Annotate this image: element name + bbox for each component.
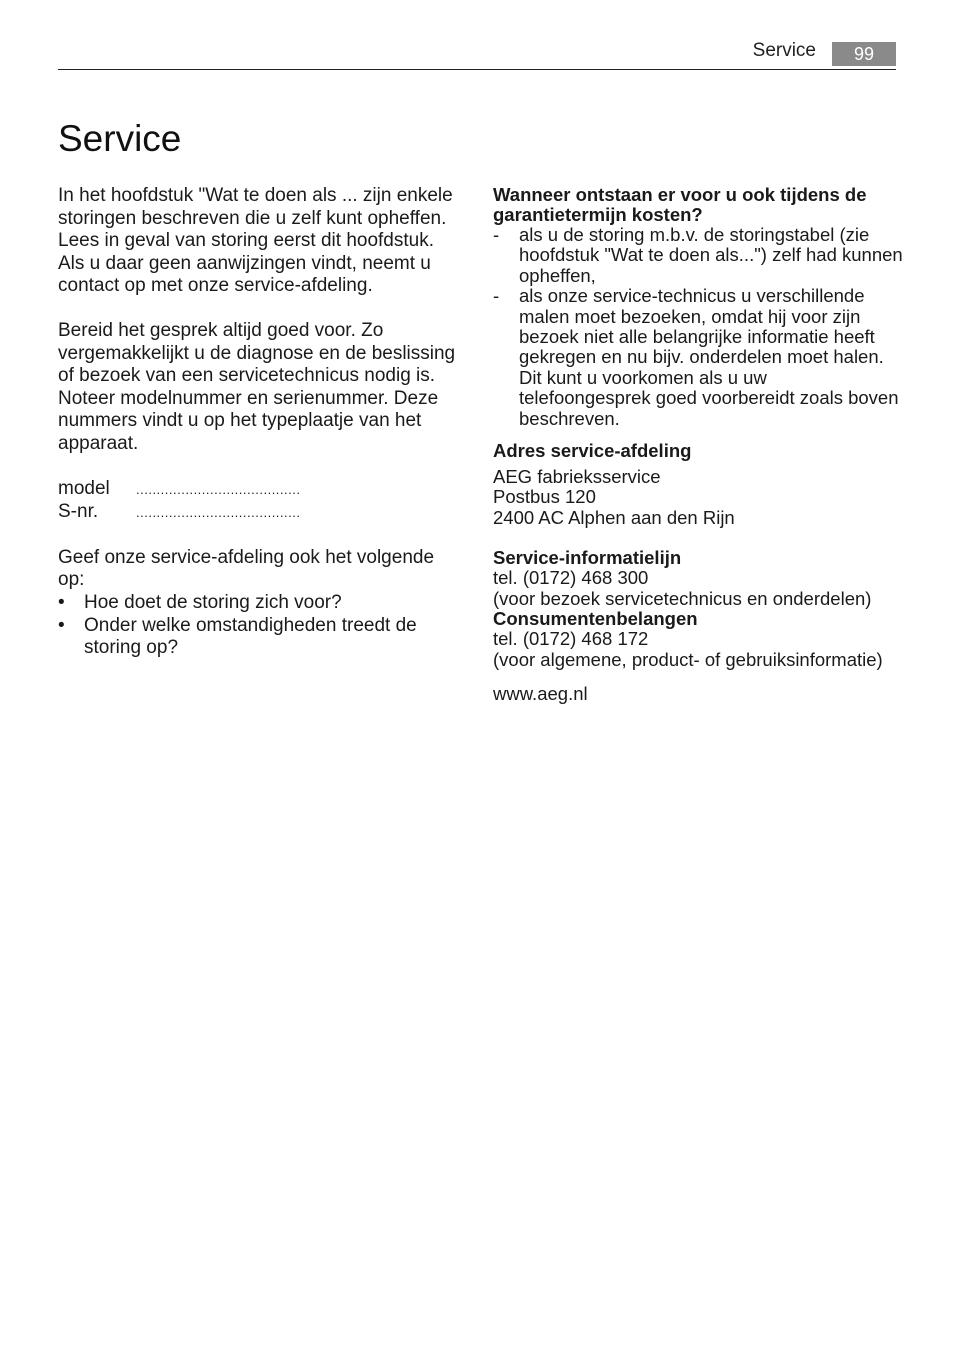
- model-label: model: [58, 477, 110, 499]
- costs-heading: Wanneer ontstaan er voor u ook tijdens de garantietermijn kosten?: [493, 184, 867, 225]
- serial-label: S-nr.: [58, 501, 99, 523]
- model-field: [58, 478, 458, 502]
- prepare-paragraph: Bereid het gesprek altijd goed voor. Zo vergemakkelijkt u de diagnose en de beslissing of bezoek van een servicetechnicus nodig is.: [58, 319, 456, 387]
- intro-paragraph: In het hoofdstuk "Wat te doen als ... zijn enkele storingen beschreven die u zelf kunt opheffen. Lees in geval van storing eerst dit hoofdstuk. Als u daar geen aanwijzingen vindt, neemt u contact op met onze service-afdeling.: [58, 185, 453, 297]
- serial-field: [58, 501, 458, 525]
- address-line: Postbus 120: [493, 486, 596, 508]
- right-column: [493, 185, 903, 704]
- note-numbers-paragraph: Noteer modelnummer en serienummer. Deze nummers vindt u op het typeplaatje van het apparaat.: [58, 387, 439, 454]
- consumer-heading: Consumentenbelangen: [493, 608, 698, 630]
- page-number: 99: [832, 42, 896, 66]
- model-blank: ........................................: [136, 481, 301, 497]
- consumer-note: (voor algemene, product- of gebruiksinformatie): [493, 648, 883, 670]
- address-heading: Adres service-afdeling: [493, 440, 692, 462]
- list-item: • Onder welke omstandigheden treedt de storing op?: [58, 615, 458, 660]
- service-info-tel: tel. (0172) 468 300: [493, 567, 649, 589]
- list-item: - als onze service-technicus u verschillende malen moet bezoeken, omdat hij voor zijn bezoek niet alle belangrijke informatie heeft gekregen en nu bijv. onderdelen moet halen. Dit kunt u voorkomen als u uw telefoongesprek goed voorbereidt zoals boven beschreven.: [493, 286, 903, 429]
- serial-blank: ........................................: [136, 505, 301, 521]
- list-item: • Hoe doet de storing zich voor?: [58, 592, 458, 615]
- left-column: [58, 185, 458, 660]
- address-line: 2400 AC Alphen aan den Rijn: [493, 506, 735, 528]
- service-info-note: (voor bezoek servicetechnicus en onderdelen): [493, 587, 872, 609]
- list-item: - als u de storing m.b.v. de storingstabel (zie hoofdstuk "Wat te doen als...") zelf had kunnen opheffen,: [493, 225, 903, 286]
- page-title: Service: [58, 118, 182, 159]
- website-link[interactable]: www.aeg.nl: [493, 682, 588, 704]
- header-section-title: Service: [752, 40, 816, 61]
- address-line: AEG fabrieksservice: [493, 466, 661, 488]
- provide-info-paragraph: Geef onze service-afdeling ook het volgende op:: [58, 546, 435, 591]
- service-info-heading: Service-informatielijn: [493, 547, 682, 569]
- page-header: [58, 38, 896, 70]
- consumer-tel: tel. (0172) 468 172: [493, 628, 649, 650]
- costs-list: [493, 225, 903, 429]
- questions-list: [58, 592, 458, 660]
